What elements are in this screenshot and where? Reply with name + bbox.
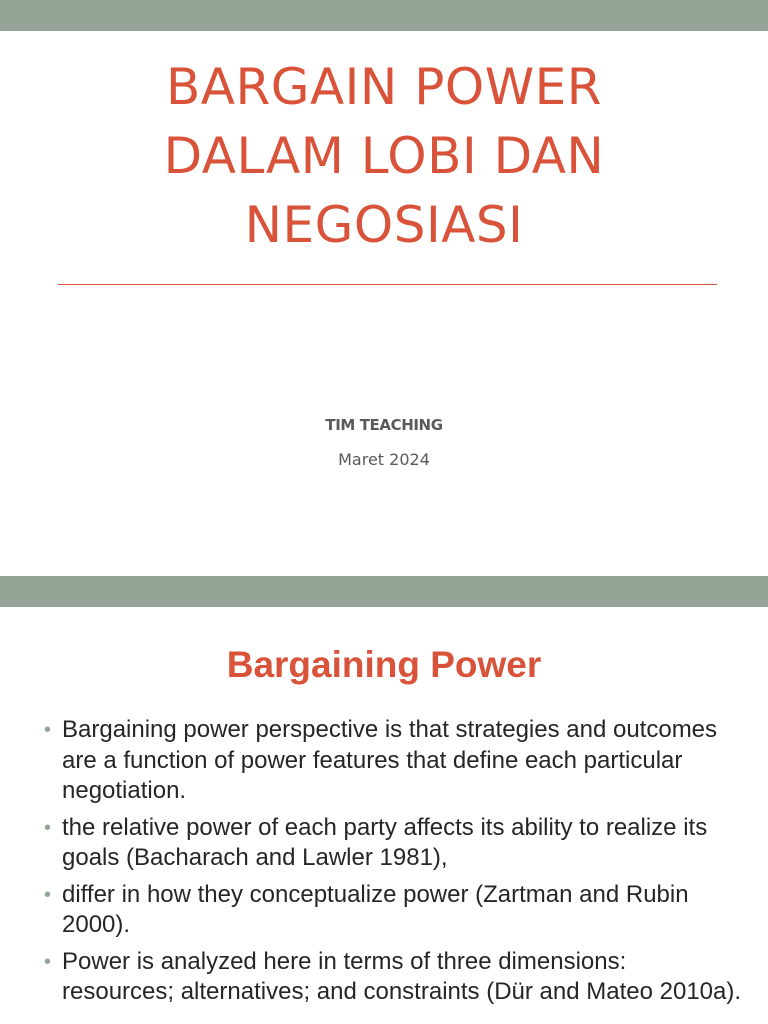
bullet-icon: • [44,719,52,741]
content-slide [0,607,768,1024]
slide-subtitle: TIM TEACHING [325,416,443,434]
bullet-icon: • [44,883,52,906]
slide-title-line-2: DALAM LOBI DAN [163,127,605,185]
slide-title-line-3: NEGOSIASI [244,196,524,254]
bullet-text: Bargaining power perspective is that strategies and outcomes are a function of power features that define each particular negotiation. [62,716,718,804]
bullet-icon: • [44,950,52,973]
slide-title [0,53,768,260]
slide-date: Maret 2024 [338,450,430,469]
bullet-item [44,813,744,874]
bullet-item [44,880,744,941]
bullet-list [44,715,744,1014]
content-slide-title: Bargaining Power [226,644,542,685]
bullet-text: differ in how they conceptualize power (Zartman and Rubin 2000). [62,880,689,938]
top-divider-bar [0,0,768,31]
slide-separator-bar [0,576,768,607]
bullet-text: Power is analyzed here in terms of three dimensions: resources; alternatives; and constraints (Dür and Mateo 2010a). [62,947,742,1005]
bullet-text: the relative power of each party affects its ability to realize its goals (Bacharach and Lawler 1981), [62,813,708,871]
slide-title-line-1: BARGAIN POWER [165,58,603,116]
bullet-icon: • [44,816,52,839]
bullet-item [44,715,744,807]
title-underline [58,284,717,285]
title-slide [0,31,768,576]
bullet-item [44,947,744,1008]
